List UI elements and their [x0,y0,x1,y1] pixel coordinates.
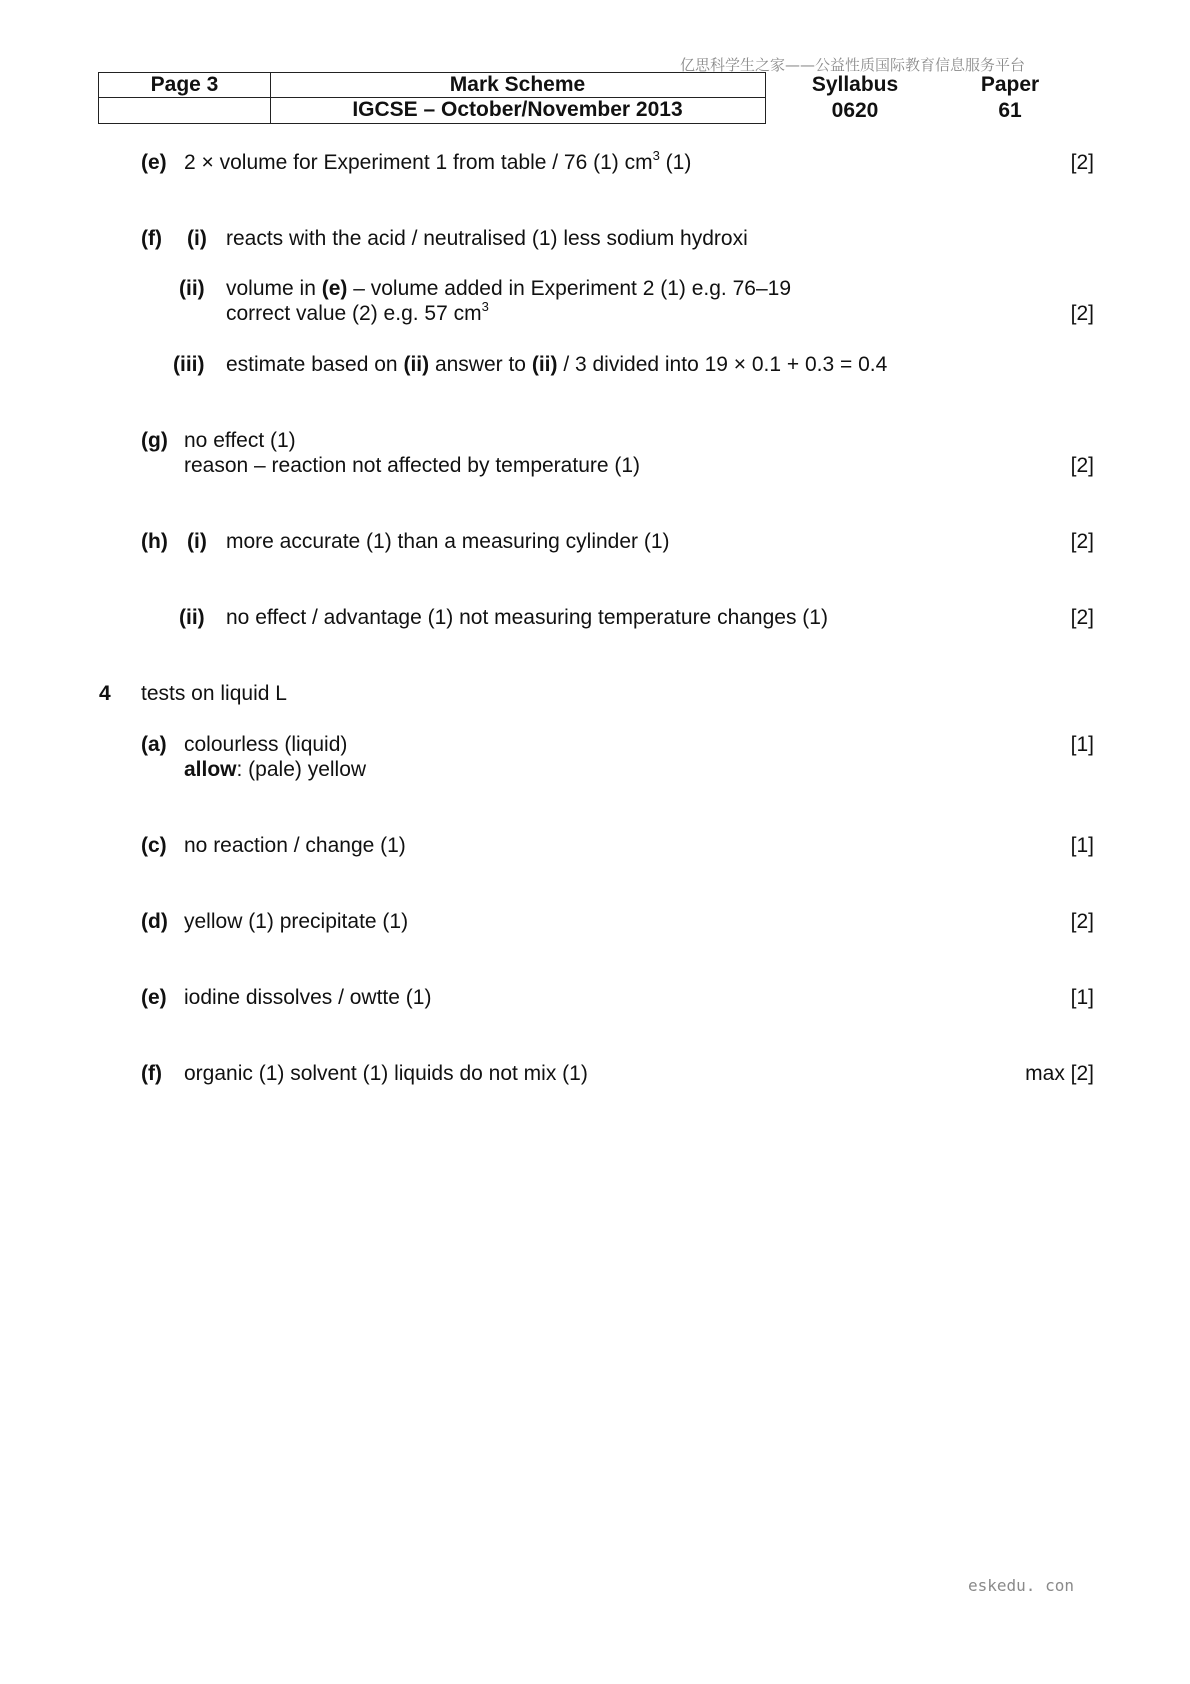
q3-h-ii-answer: no effect / advantage (1) not measuring temperature changes (1) [226,606,828,629]
q3-e-label: (e) [141,151,167,174]
header-table [98,72,766,124]
q3-f-label: (f) [141,227,162,250]
footer-site-text: eskedu. con [968,1576,1074,1595]
q3-f-iii-label: (iii) [173,353,205,376]
q4-a-mark: [1] [1070,733,1094,756]
q3-g-mark: [2] [1070,454,1094,477]
q3-e-mark: [2] [1070,151,1094,174]
q3-g-line2: reason – reaction not affected by temperature (1) [184,454,641,477]
q3-h-i-label: (i) [187,530,207,553]
q4-d-mark: [2] [1070,910,1094,933]
q3-f-ii-line1: volume in (e) – volume added in Experiment 2 (1) e.g. 76–19 [226,277,791,300]
header-subtitle: IGCSE – October/November 2013 [352,98,683,121]
q3-g-label: (g) [141,429,168,452]
q3-g-line1: no effect (1) [184,429,296,452]
q3-f-ii-mark: [2] [1070,302,1094,325]
q4-e-label: (e) [141,986,167,1009]
header-paper-value: 61 [998,99,1022,122]
watermark-text: 亿思科学生之家——公益性质国际教育信息服务平台 [680,56,1026,74]
q4-number: 4 [99,682,111,705]
q4-c-answer: no reaction / change (1) [184,834,406,857]
q4-a-label: (a) [141,733,167,756]
header-page: Page 3 [150,73,219,96]
q4-f-label: (f) [141,1062,162,1085]
header-paper-label: Paper [980,73,1040,96]
q4-c-mark: [1] [1070,834,1094,857]
q3-h-i-mark: [2] [1070,530,1094,553]
header-syllabus-value: 0620 [831,99,879,122]
q4-d-answer: yellow (1) precipitate (1) [184,910,409,933]
q3-e-answer: 2 × volume for Experiment 1 from table / 76 (1) $cm^3$ (1) [184,148,692,174]
q3-h-i-answer: more accurate (1) than a measuring cylinder (1) [226,530,670,553]
q4-e-mark: [1] [1070,986,1094,1009]
q3-h-label: (h) [141,530,168,553]
q3-f-iii-answer: estimate based on (ii) answer to (ii) / 3 divided into 19 × 0.1 + 0.3 = 0.4 [226,353,888,376]
q4-f-mark: max [2] [1025,1062,1094,1085]
q4-f-answer: organic (1) solvent (1) liquids do not mix (1) [184,1062,588,1085]
q4-c-label: (c) [141,834,167,857]
q4-a-line1: colourless (liquid) [184,733,348,756]
header-title: Mark Scheme [449,73,586,96]
q4-title: tests on liquid L [141,682,287,705]
q4-e-answer: iodine dissolves / owtte (1) [184,986,432,1009]
q3-h-ii-label: (ii) [179,606,205,629]
header-syllabus-label: Syllabus [811,73,899,96]
q4-a-line2: allow: (pale) yellow [184,758,367,781]
q3-f-i-answer: reacts with the acid / neutralised (1) less sodium hydroxi [226,227,748,250]
q3-f-ii-label: (ii) [179,277,205,300]
q3-f-ii-line2: correct value (2) e.g. 57 $cm^3$ [226,299,489,325]
q3-h-ii-mark: [2] [1070,606,1094,629]
q4-d-label: (d) [141,910,168,933]
q3-f-i-label: (i) [187,227,207,250]
